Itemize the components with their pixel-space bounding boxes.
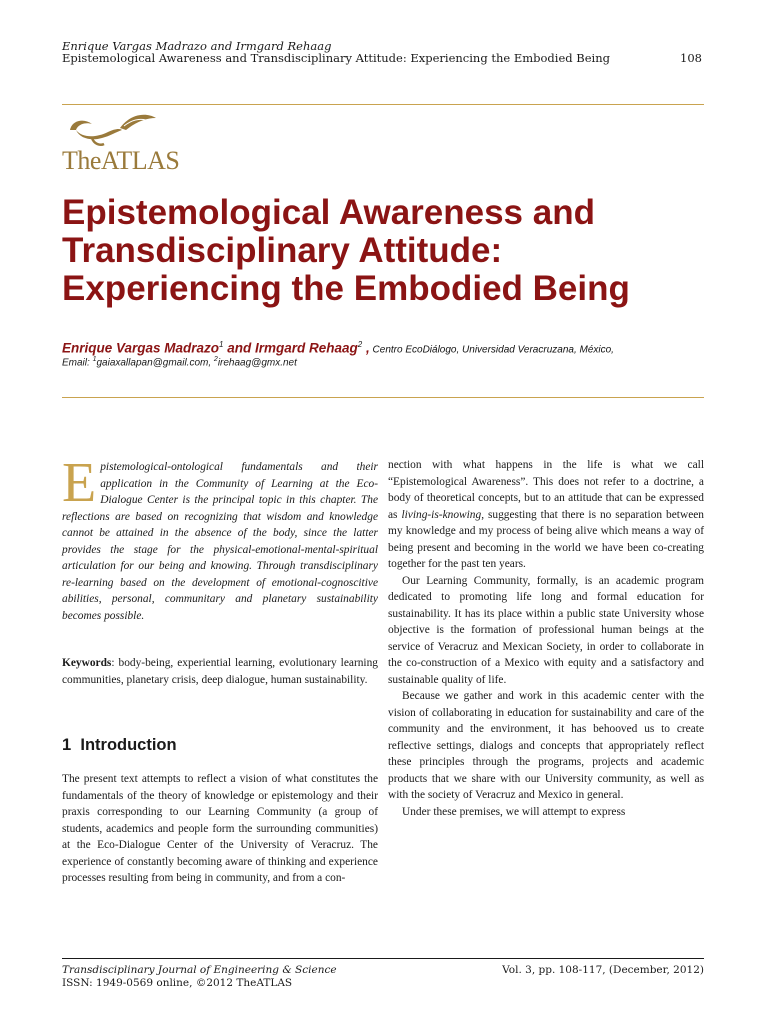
body-paragraph: Our Learning Community, formally, is an academic program dedicated to promoting life long and formal education for sustainability. It has its place within a public state University whose objective is the formation of professional human beings at the service of Veracruz and Mexican Society, in order to collaborate in the co-construction of a Mexico with equity and a satisfactory and sustainable quality of life. <box>388 574 704 686</box>
email-link[interactable]: gaiaxallapan@gmail.com, <box>96 357 214 369</box>
body-text: nection with what happens in the life is what we call “Epistemological Awareness”. This does not refer to a doctrine, a body of theoretical concepts, but to an attitude that can be expressed as <box>388 459 704 521</box>
emphasis-text: living-is-knowing <box>401 508 482 521</box>
author-line <box>62 340 712 356</box>
body-paragraph: Because we gather and work in this academic center with the vision of collaborating in education for sustainability and care of the community and the environment, it has behooved us to create reflective settings, dialogs and concepts that appropriately reflect these principles through the programs, projects and academic products that we share with our University community, as well as with the society of Veracruz and Mexico in general. <box>388 690 704 801</box>
title-line: Epistemological Awareness and <box>62 193 595 232</box>
body-text: The present text attempts to reflect a vision of what constitutes the fundamentals of the theory of knowledge or epistemology and their praxis corresponding to our Learning Community (a group of students, academics and people form the surrounding communities) at the Eco-Dialogue Center of the University of Veracruz. The experience of constantly becoming aware of thinking and experience processes resulting from being in community, and from a con- <box>62 773 378 884</box>
body-text: , suggesting that there is no separation between my knowledge and my process of being alive which means a way of being present and becoming in the world we have been co-creating together for the past ten years. <box>388 508 704 570</box>
paper-title <box>62 194 712 308</box>
author-name: Enrique Vargas Madrazo <box>62 340 220 356</box>
section-title: Introduction <box>80 736 177 754</box>
footer-rule <box>62 958 704 959</box>
author-connector: and <box>223 340 256 356</box>
header-rule <box>62 104 704 105</box>
author-rule <box>62 397 704 398</box>
abstract-text: pistemological-ontological fundamentals and their application in the Community of Learning at the Eco-Dialogue Center is the principal topic in this chapter. The reflections are based on recognizing that wisdom and knowledge cannot be attained in the absence of the body, since the latter provides the stage for the physical-emotional-mental-spiritual articulation for our being and knowing. Through transdisciplinary re-learning based on the development of emotional-cognoscitive abilities, personal, communitary and planetary sustainability becomes possible. <box>62 461 378 622</box>
running-author: Enrique Vargas Madrazo and Irmgard Rehaag <box>62 39 332 53</box>
keywords-text: body-being, experiential learning, evolutionary learning communities, planetary crisis, deep dialogue, human sustainability. <box>62 657 378 686</box>
email-line <box>62 356 297 368</box>
affiliation: Centro EcoDiálogo, Universidad Veracruzana, México, <box>369 344 614 356</box>
body-paragraph <box>388 457 704 573</box>
author-superscript: 2 <box>357 340 363 349</box>
running-title: Epistemological Awareness and Transdisciplinary Attitude: Experiencing the Embodied Being <box>62 51 610 65</box>
page-number: 108 <box>680 51 702 65</box>
footer-journal: Transdisciplinary Journal of Engineering & Science <box>62 964 337 976</box>
section-number: 1 <box>62 736 72 754</box>
title-line: Transdisciplinary Attitude: <box>62 231 503 270</box>
email-link[interactable]: irehaag@gmx.net <box>217 357 297 369</box>
abstract <box>62 452 378 624</box>
keywords-colon: : <box>111 657 119 669</box>
title-line: Experiencing the Embodied Being <box>62 269 630 308</box>
author-separator: , <box>362 340 370 356</box>
intro-paragraph <box>62 771 378 887</box>
footer-volume: Vol. 3, pp. 108-117, (December, 2012) <box>502 964 704 976</box>
keywords-label: Keywords <box>62 657 112 669</box>
email-label: Email: <box>62 357 93 369</box>
footer-issn: ISSN: 1949-0569 online, ©2012 TheATLAS <box>62 977 293 989</box>
author-name: Irmgard Rehaag <box>255 340 358 356</box>
logo-text: TheATLAS <box>62 146 180 175</box>
body-paragraph: Under these premises, we will attempt to express <box>402 805 626 818</box>
email-superscript: 2 <box>213 356 218 363</box>
author-superscript: 1 <box>219 340 224 349</box>
email-superscript: 1 <box>92 356 97 363</box>
right-column <box>388 457 704 820</box>
keywords <box>62 655 378 688</box>
drop-cap: E <box>62 452 97 514</box>
section-heading <box>62 736 177 755</box>
